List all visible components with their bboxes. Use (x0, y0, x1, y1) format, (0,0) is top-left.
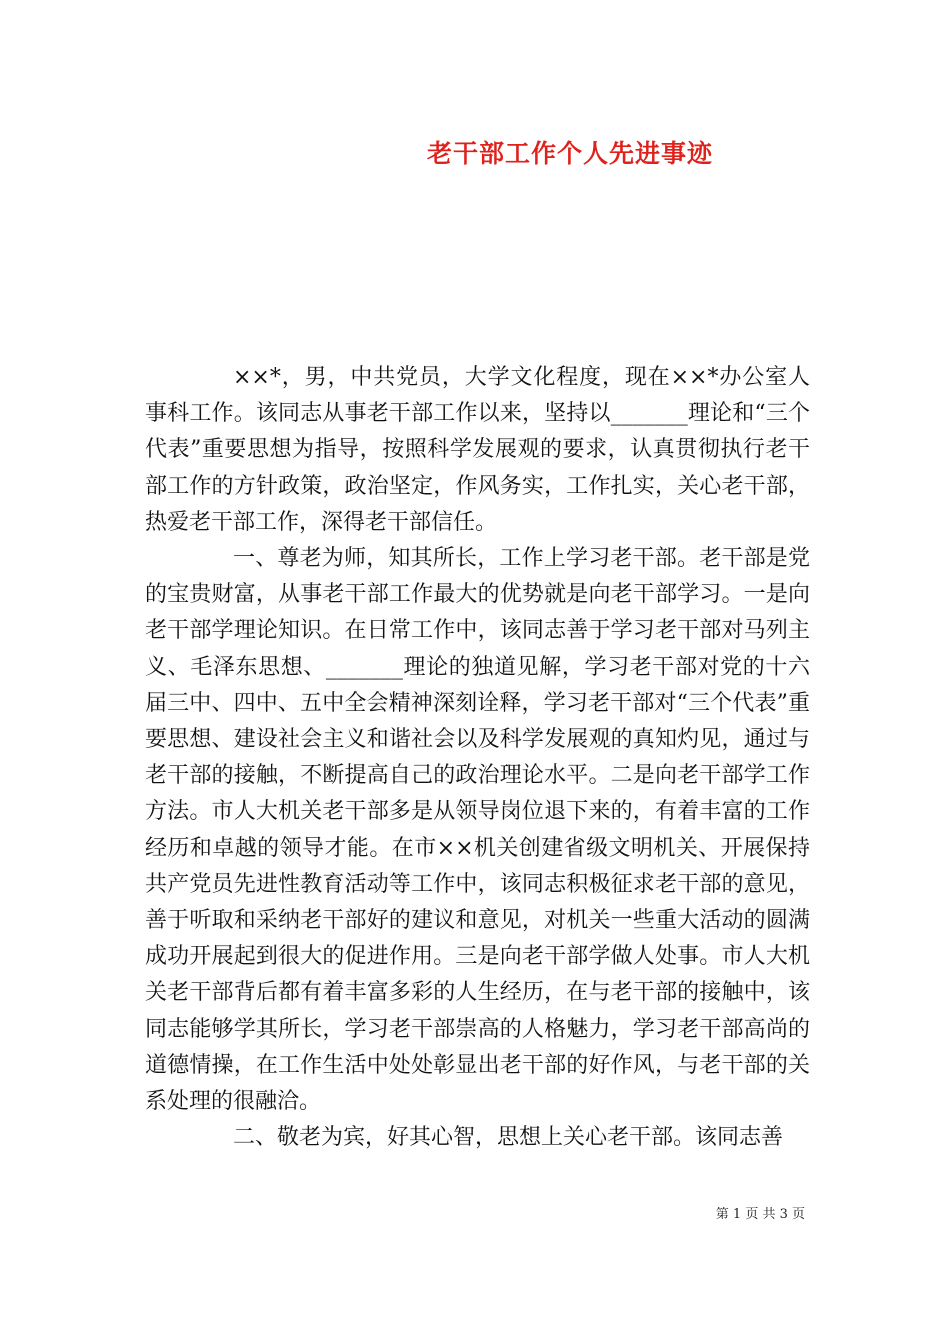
page-number-footer: 第 1 页 共 3 页 (715, 1207, 805, 1222)
paragraph-intro: ××*，男，中共党员，大学文化程度，现在××*办公室人事科工作。该同志从事老干部工作以来，坚持以_______理论和“三个代表”重要思想为指导，按照科学发展观的要求，认真贯彻执行老干部工作的方针政策，政治坚定，作风务实，工作扎实，关心老干部，热爱老干部工作，深得老干部信任。 (145, 365, 810, 535)
paragraph-section-one: 一、尊老为师，知其所长，工作上学习老干部。老干部是党的宝贵财富，从事老干部工作最大的优势就是向老干部学习。一是向老干部学理论知识。在日常工作中，该同志善于学习老干部对马列主义、毛泽东思想、_______理论的独道见解，学习老干部对党的十六届三中、四中、五中全会精神深刻诠释，学习老干部对“三个代表”重要思想、建设社会主义和谐社会以及科学发展观的真知灼见，通过与老干部的接触，不断提高自己的政治理论水平。二是向老干部学工作方法。市人大机关老干部多是从领导岗位退下来的，有着丰富的工作经历和卓越的领导才能。在市××机关创建省级文明机关、开展保持共产党员先进性教育活动等工作中，该同志积极征求老干部的意见，善于听取和采纳老干部好的建议和意见，对机关一些重大活动的圆满成功开展起到很大的促进作用。三是向老干部学做人处事。市人大机关老干部背后都有着丰富多彩的人生经历，在与老干部的接触中，该同志能够学其所长，学习老干部崇高的人格魅力，学习老干部高尚的道德情操，在工作生活中处处彰显出老干部的好作风，与老干部的关系处理的很融洽。 (145, 546, 810, 1115)
document-body (145, 360, 810, 1156)
document-title: 老干部工作个人先进事迹 (426, 139, 713, 168)
paragraph-section-two: 二、敬老为宾，好其心智，思想上关心老干部。该同志善 (233, 1125, 784, 1151)
